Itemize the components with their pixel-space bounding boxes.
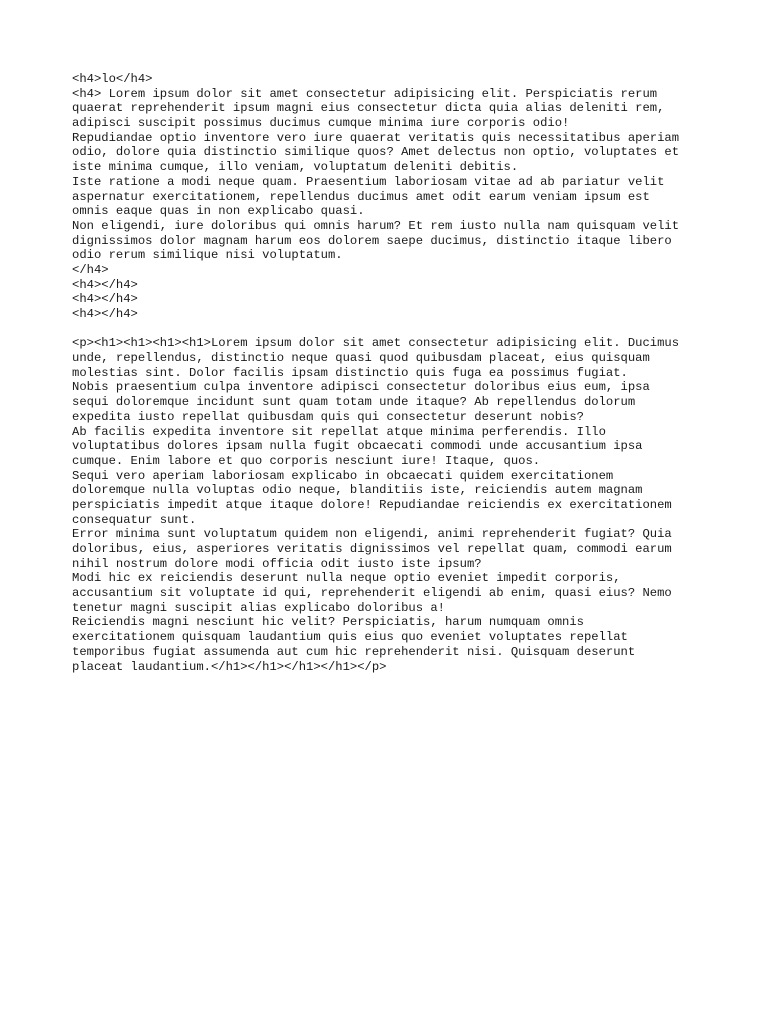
text-line: Sequi vero aperiam laboriosam explicabo in obcaecati quidem exercitationem [72, 468, 614, 483]
text-line: omnis eaque quas in non explicabo quasi. [72, 204, 365, 219]
text-line: Error minima sunt voluptatum quidem non eligendi, animi reprehenderit fugiat? Quia [72, 527, 672, 542]
blank-line [72, 322, 712, 337]
text-line: consequatur sunt. [72, 512, 197, 527]
text-line: Iste ratione a modi neque quam. Praesentium laboriosam vitae ad ab pariatur velit [72, 174, 665, 189]
text-line: Nobis praesentium culpa inventore adipisci consectetur doloribus eius eum, ipsa [72, 380, 650, 395]
text-line: <h4></h4> [72, 292, 138, 307]
document-body [72, 72, 712, 674]
text-line: nihil nostrum dolore modi officia odit iusto iste ipsum? [72, 556, 482, 571]
text-line: expedita iusto repellat quibusdam quis qui consectetur deserunt nobis? [72, 409, 584, 424]
text-line: <h4></h4> [72, 277, 138, 292]
text-line: doloremque nulla voluptas odio neque, blanditiis iste, reiciendis autem magnam [72, 483, 643, 498]
text-line: cumque. Enim labore et quo corporis nesciunt iure! Itaque, quos. [72, 453, 541, 468]
text-line: aspernatur exercitationem, repellendus ducimus amet odit earum veniam ipsum est [72, 189, 650, 204]
text-block-2 [72, 336, 712, 674]
text-line: perspiciatis impedit atque itaque dolore! Repudiandae reiciendis ex exercitationem [72, 497, 672, 512]
text-line: doloribus, eius, asperiores veritatis dignissimos vel repellat quam, commodi earum [72, 542, 672, 556]
text-line: temporibus fugiat assumenda aut cum hic reprehenderit nisi. Quisquam deserunt [72, 644, 636, 659]
text-line: dignissimos dolor magnam harum eos dolorem saepe ducimus, distinctio itaque libero [72, 233, 672, 248]
text-line: Ab facilis expedita inventore sit repellat atque minima perferendis. Illo [72, 424, 606, 439]
text-line: <h4> Lorem ipsum dolor sit amet consectetur adipisicing elit. Perspiciatis rerum [72, 86, 658, 101]
text-line: <h4>lo</h4> [72, 72, 153, 86]
text-line: Repudiandae optio inventore vero iure quaerat veritatis quis necessitatibus aperiam [72, 130, 680, 145]
text-line: sequi doloremque incidunt sunt quam totam unde itaque? Ab repellendus dolorum [72, 395, 636, 410]
text-line: <p><h1><h1><h1><h1>Lorem ipsum dolor sit amet consectetur adipisicing elit. Ducimus [72, 336, 680, 351]
text-line: Non eligendi, iure doloribus qui omnis harum? Et rem iusto nulla nam quisquam velit [72, 218, 680, 233]
text-line: <h4></h4> [72, 307, 138, 321]
text-line: iste minima cumque, illo veniam, voluptatum deleniti debitis. [72, 160, 519, 175]
text-line: voluptatibus dolores ipsam nulla fugit obcaecati commodi unde accusantium ipsa [72, 439, 643, 454]
text-line: </h4> [72, 262, 109, 277]
text-line: unde, repellendus, distinctio neque quasi quod quibusdam placeat, eius quisquam [72, 351, 650, 366]
text-line: tenetur magni suscipit alias explicabo doloribus a! [72, 600, 445, 615]
text-line: Reiciendis magni nesciunt hic velit? Perspiciatis, harum numquam omnis [72, 615, 584, 630]
text-line: odio rerum similique nisi voluptatum. [72, 248, 343, 263]
text-line: accusantium sit voluptate id qui, reprehenderit eligendi ab enim, quasi eius? Nemo [72, 586, 672, 601]
text-line: odio, dolore quia distinctio similique quos? Amet delectus non optio, voluptates et [72, 145, 680, 160]
text-line: adipisci suscipit possimus ducimus cumque minima iure corporis odio! [72, 116, 570, 131]
text-line: placeat laudantium.</h1></h1></h1></h1></p> [72, 659, 387, 674]
text-line: quaerat reprehenderit ipsum magni eius consectetur dicta quia alias deleniti rem, [72, 101, 665, 116]
text-line: molestias sint. Dolor facilis ipsam distinctio quis fuga ea possimus fugiat. [72, 365, 628, 380]
text-block-1 [72, 72, 712, 322]
text-line: Modi hic ex reiciendis deserunt nulla neque optio eveniet impedit corporis, [72, 571, 621, 586]
text-line: exercitationem quisquam laudantium quis eius quo eveniet voluptates repellat [72, 630, 628, 645]
